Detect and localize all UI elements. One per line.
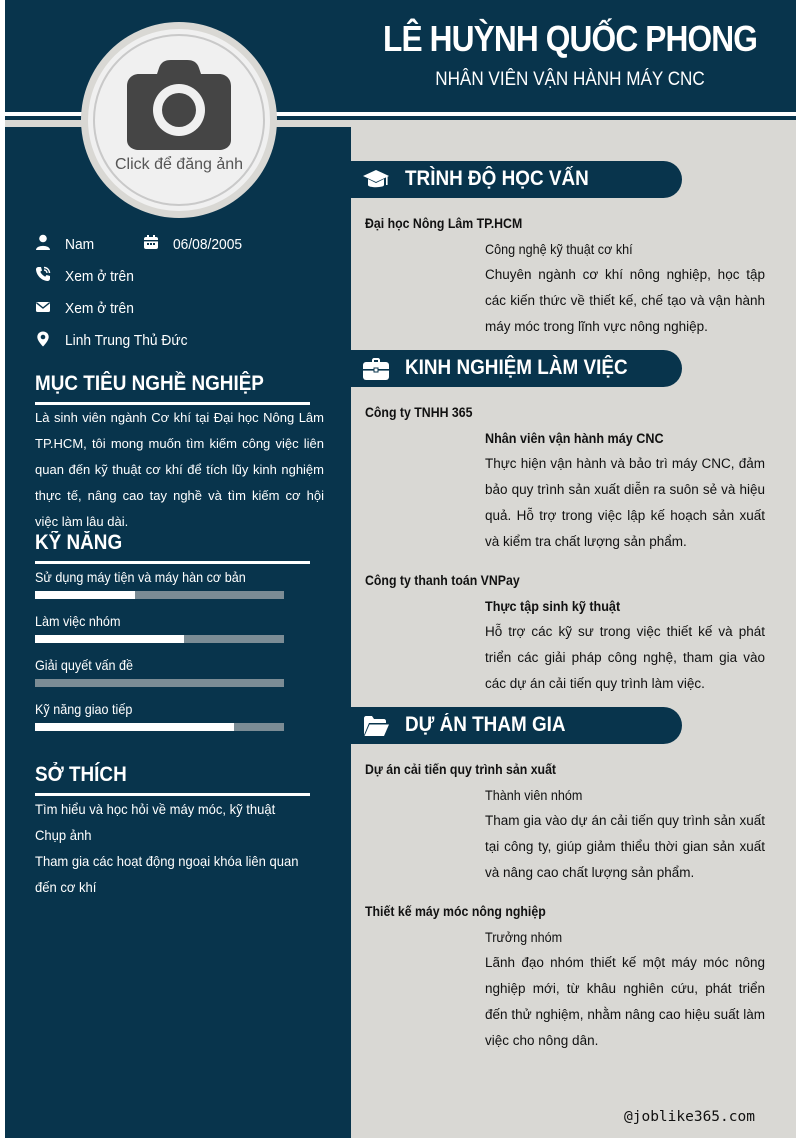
company-name: Công ty TNHH 365 bbox=[365, 404, 473, 420]
skill-bar bbox=[35, 591, 284, 599]
gender-text: Nam bbox=[65, 236, 95, 253]
phone-text: Xem ở trên bbox=[65, 268, 134, 285]
education-description: Chuyên ngành cơ khí nông nghiệp, học tập các kiến thức về thiết kế, chế tạo và vận hành máy móc trong lĩnh vực nông nghiệp. bbox=[485, 267, 765, 334]
experience-banner bbox=[351, 350, 682, 387]
education-heading: TRÌNH ĐỘ HỌC VẤN bbox=[405, 167, 589, 190]
sidebar bbox=[5, 127, 351, 1138]
avatar-upload-label[interactable]: Click để đăng ảnh bbox=[114, 156, 244, 173]
skills-heading: KỸ NĂNG bbox=[35, 531, 123, 554]
project-name: Thiết kế máy móc nông nghiệp bbox=[365, 903, 546, 919]
skills-divider bbox=[35, 561, 310, 564]
skill-bar bbox=[35, 635, 284, 643]
company-name: Công ty thanh toán VNPay bbox=[365, 572, 520, 588]
skill-bar bbox=[35, 723, 284, 731]
candidate-name: LÊ HUỲNH QUỐC PHONG bbox=[382, 18, 758, 59]
project-role: Thành viên nhóm bbox=[485, 787, 583, 803]
cv-page bbox=[5, 0, 796, 1138]
position-name: Nhân viên vận hành máy CNC bbox=[485, 430, 664, 446]
major-name: Công nghệ kỹ thuật cơ khí bbox=[485, 241, 633, 257]
graduation-cap-icon bbox=[363, 168, 389, 192]
skill-label: Giải quyết vấn đề bbox=[35, 657, 134, 673]
project-name: Dự án cải tiến quy trình sản xuất bbox=[365, 761, 557, 777]
skill-label: Kỹ năng giao tiếp bbox=[35, 701, 133, 717]
objective-heading: MỤC TIÊU NGHỀ NGHIỆP bbox=[35, 372, 264, 395]
email-icon bbox=[35, 299, 51, 315]
hobby-item: Tìm hiểu và học hỏi về máy móc, kỹ thuật bbox=[35, 801, 276, 817]
project-description: Lãnh đạo nhóm thiết kế một máy móc nông nghiệp mới, từ khâu nghiên cứu, phát triển đến thử nghiệm, nhằm nâng cao hiệu suất làm việc cho nông dân. bbox=[485, 955, 765, 1048]
birthdate-text: 06/08/2005 bbox=[173, 236, 243, 253]
education-banner bbox=[351, 161, 682, 198]
folder-open-icon bbox=[363, 714, 389, 738]
projects-heading: DỰ ÁN THAM GIA bbox=[405, 713, 566, 736]
briefcase-icon bbox=[363, 357, 389, 381]
skill-label: Làm việc nhóm bbox=[35, 613, 121, 629]
experience-description: Thực hiện vận hành và bảo trì máy CNC, đảm bảo quy trình sản xuất diễn ra suôn sẻ và hiệu quả. Hỗ trợ trong việc lập kế hoạch sản xuất và kiểm tra chất lượng sản phẩm. bbox=[485, 456, 765, 549]
skill-bar bbox=[35, 679, 284, 687]
phone-icon bbox=[35, 266, 51, 282]
position-name: Thực tập sinh kỹ thuật bbox=[485, 598, 621, 614]
experience-description: Hỗ trợ các kỹ sư trong việc thiết kế và phát triển các giải pháp công nghệ, tham gia vào các dự án cải tiến quy trình làm việc. bbox=[485, 624, 765, 691]
camera-icon[interactable] bbox=[127, 60, 231, 150]
location-pin-icon bbox=[35, 331, 51, 347]
skill-bar-fill bbox=[35, 723, 234, 731]
skill-bar-fill bbox=[35, 635, 184, 643]
address-text: Linh Trung Thủ Đức bbox=[65, 332, 188, 349]
candidate-title: NHÂN VIÊN VẬN HÀNH MÁY CNC bbox=[435, 69, 705, 90]
hobby-item: Chụp ảnh bbox=[35, 827, 92, 843]
projects-banner bbox=[351, 707, 682, 744]
email-text: Xem ở trên bbox=[65, 300, 134, 317]
hobby-item: Tham gia các hoạt động ngoại khóa liên quan đến cơ khí bbox=[35, 853, 299, 895]
skill-bar-fill bbox=[35, 591, 135, 599]
calendar-icon bbox=[143, 234, 159, 250]
experience-heading: KINH NGHIỆM LÀM VIỆC bbox=[405, 356, 628, 379]
project-role: Trưởng nhóm bbox=[485, 929, 563, 945]
user-icon bbox=[35, 234, 51, 250]
project-description: Tham gia vào dự án cải tiến quy trình sản xuất tại công ty, giúp giảm thiểu thời gian sản xuất và nâng cao chất lượng sản phẩm. bbox=[485, 813, 765, 880]
school-name: Đại học Nông Lâm TP.HCM bbox=[365, 215, 523, 231]
hobbies-heading: SỞ THÍCH bbox=[35, 763, 127, 786]
skill-label: Sử dụng máy tiện và máy hàn cơ bản bbox=[35, 569, 246, 585]
footer-watermark: @joblike365.com bbox=[624, 1109, 755, 1125]
objective-text: Là sinh viên ngành Cơ khí tại Đại học Nông Lâm TP.HCM, tôi mong muốn tìm kiếm công việc liên quan đến kỹ thuật cơ khí để tích lũy kinh nghiệm thực tế, nâng cao tay nghề và tìm kiếm cơ hội việc làm lâu dài. bbox=[35, 410, 324, 529]
